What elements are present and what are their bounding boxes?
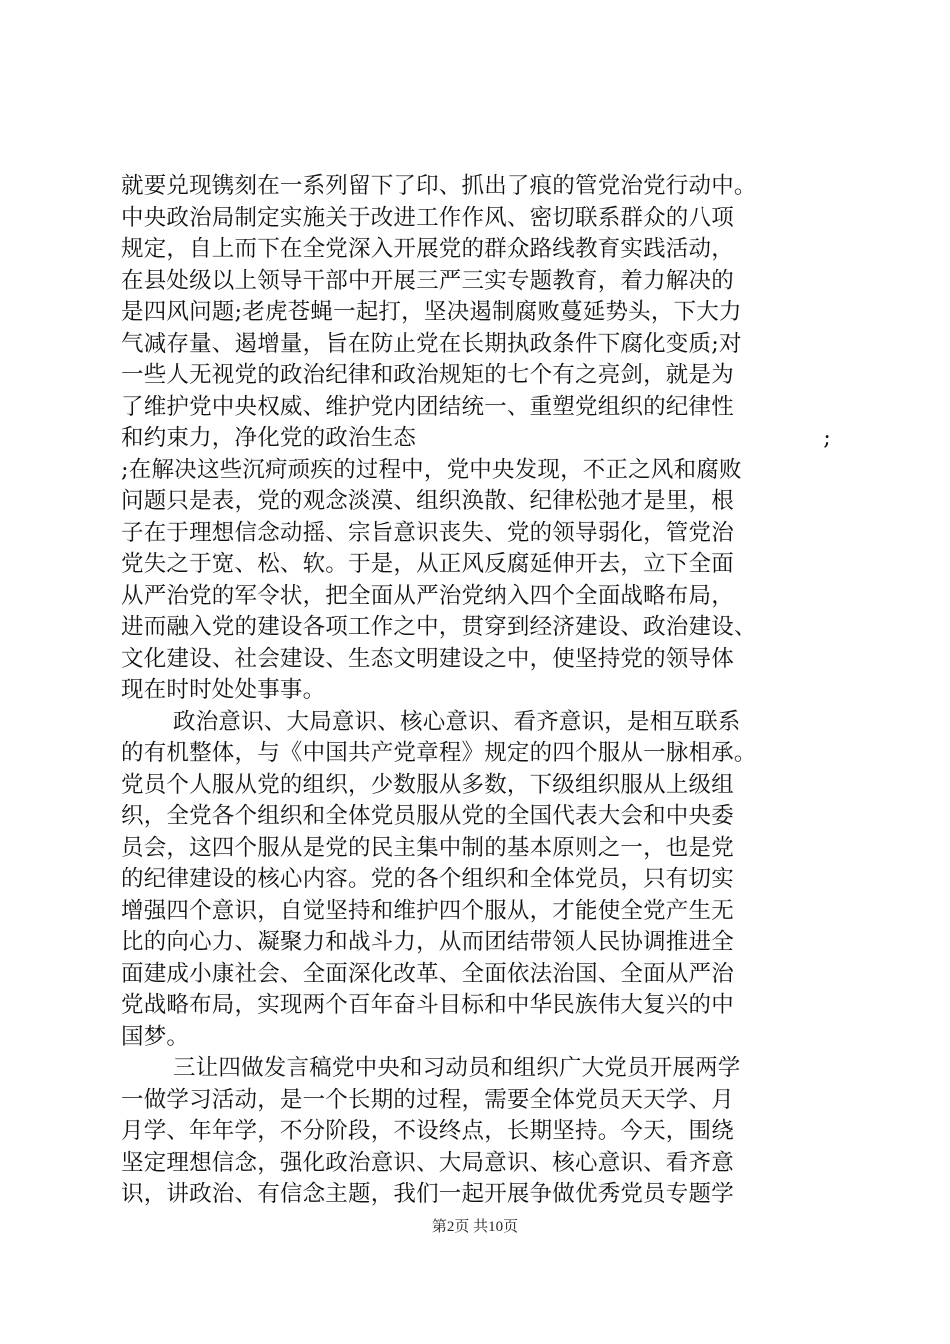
text-line: 现在时时处处事事。	[121, 677, 326, 703]
text-line: 面建成小康社会、全面深化改革、全面依法治国、全面从严治	[121, 960, 734, 987]
text-line: 子在于理想信念动摇、宗旨意识丧失、党的领导弱化，管党治	[121, 519, 734, 546]
text-line: 气减存量、遏增量，旨在防止党在长期执政条件下腐化变质;对	[121, 330, 742, 357]
text-line: 在县处级以上领导干部中开展三严三实专题教育，着力解决的	[121, 267, 734, 294]
text-line: 党战略布局，实现两个百年奋斗目标和中华民族伟大复兴的中	[121, 992, 734, 1018]
text-line: 的纪律建设的核心内容。党的各个组织和全体党员，只有切实	[121, 866, 734, 892]
page-number-footer: 第2页 共10页	[431, 1219, 519, 1235]
document-body	[121, 171, 831, 1211]
paragraph-start-line: 三让四做发言稿党中央和习动员和组织广大党员开展两学	[173, 1055, 741, 1081]
text-line: ;在解决这些沉疴顽疾的过程中，党中央发现，不正之风和腐败	[121, 456, 742, 483]
text-line: 问题只是表，党的观念淡漠、组织涣散、纪律松弛才是里，根	[121, 488, 734, 514]
text-line: 党员个人服从党的组织，少数服从多数，下级组织服从上级组	[121, 771, 734, 798]
text-line: 一做学习活动，是一个长期的过程，需要全体党员天天学、月	[121, 1086, 734, 1113]
text-line: 了维护党中央权威、维护党内团结统一、重塑党组织的纪律性	[121, 393, 734, 420]
text-line: 员会，这四个服从是党的民主集中制的基本原则之一，也是党	[121, 834, 734, 861]
text-line: 从严治党的军令状，把全面从严治党纳入四个全面战略布局，	[121, 582, 734, 609]
text-line: 增强四个意识，自觉坚持和维护四个服从，才能使全党产生无	[121, 897, 734, 924]
text-line: 的有机整体，与《中国共产党章程》规定的四个服从一脉相承。	[121, 740, 757, 766]
text-line: 文化建设、社会建设、生态文明建设之中，使坚持党的领导体	[121, 645, 734, 672]
text-line: 坚定理想信念，强化政治意识、大局意识、核心意识、看齐意	[121, 1149, 734, 1176]
text-line-main: 和约束力，净化党的政治生态	[121, 425, 417, 451]
text-line: 是四风问题;老虎苍蝇一起打，坚决遏制腐败蔓延势头，下大力	[121, 299, 742, 325]
text-line-justified	[121, 423, 831, 455]
text-line-trailing-semicolon: ;	[823, 425, 831, 451]
text-line: 一些人无视党的政治纪律和政治规矩的七个有之亮剑，就是为	[121, 362, 734, 388]
text-line: 进而融入党的建设各项工作之中，贯穿到经济建设、政治建设、	[121, 614, 757, 640]
text-line: 就要兑现镌刻在一系列留下了印、抓出了痕的管党治党行动中。	[121, 173, 757, 199]
text-line: 识，讲政治、有信念主题，我们一起开展争做优秀党员专题学	[121, 1181, 734, 1207]
text-line: 规定，自上而下在全党深入开展党的群众路线教育实践活动，	[121, 236, 734, 262]
text-line: 党失之于宽、松、软。于是，从正风反腐延伸开去，立下全面	[121, 551, 734, 577]
text-line: 比的向心力、凝聚力和战斗力，从而团结带领人民协调推进全	[121, 929, 734, 955]
paragraph-start-line: 政治意识、大局意识、核心意识、看齐意识，是相互联系	[173, 708, 741, 735]
text-line: 国梦。	[121, 1023, 190, 1050]
text-line: 中央政治局制定实施关于改进工作作风、密切联系群众的八项	[121, 204, 734, 231]
text-line: 月学、年年学，不分阶段，不设终点，长期坚持。今天，围绕	[121, 1118, 734, 1144]
text-line: 织，全党各个组织和全体党员服从党的全国代表大会和中央委	[121, 803, 734, 829]
